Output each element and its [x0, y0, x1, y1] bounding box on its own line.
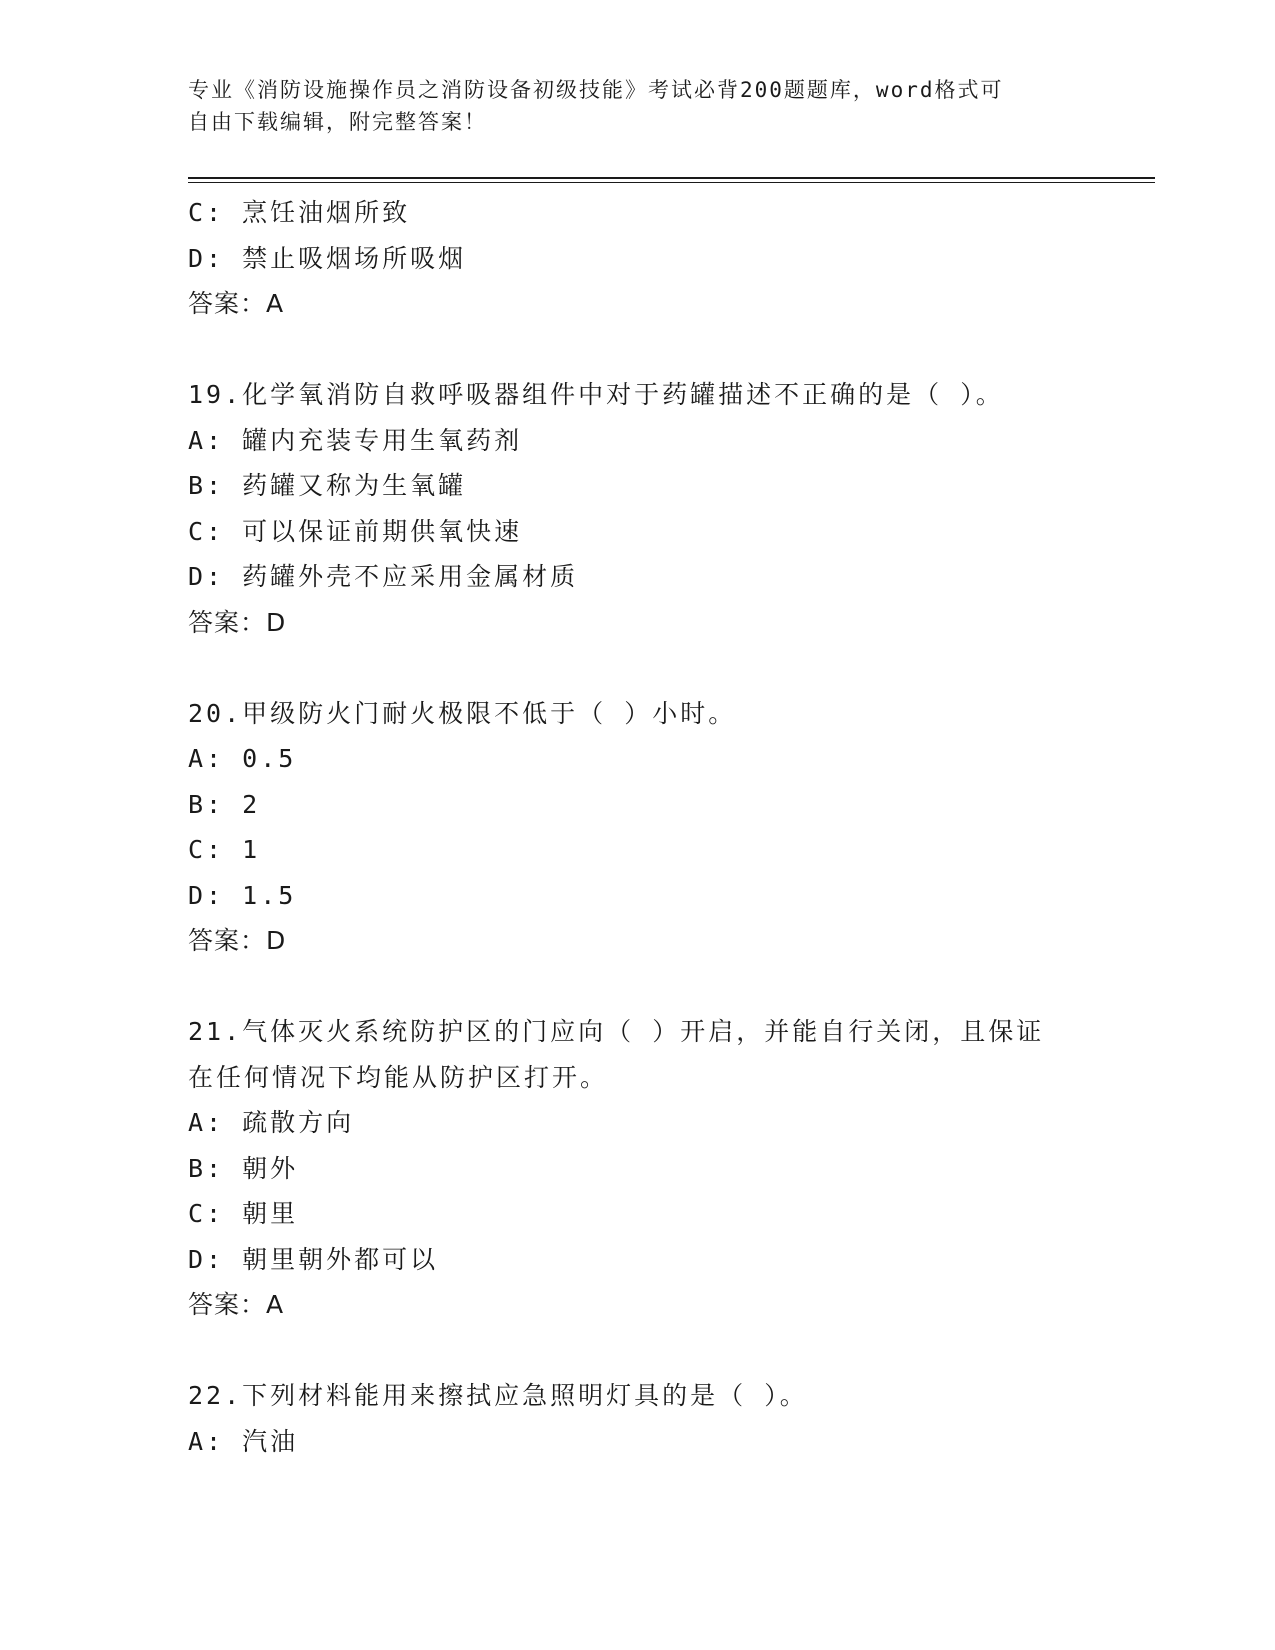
answer-line: 答案：A	[188, 1290, 285, 1319]
header-title-line-2: 自由下载编辑，附完整答案！	[188, 110, 487, 134]
question-text-line-1: 21.气体灭火系统防护区的门应向（ ）开启，并能自行关闭，且保证	[188, 1017, 1045, 1046]
option-c: C: 1	[188, 835, 261, 864]
question-text: 19.化学氧消防自救呼吸器组件中对于药罐描述不正确的是（ ）。	[188, 380, 1004, 409]
option-b: B: 朝外	[188, 1153, 299, 1183]
question-list	[188, 190, 1088, 1464]
answer-line: 答案：A	[188, 289, 285, 318]
option-b: B: 药罐又称为生氧罐	[188, 471, 467, 500]
answer-line: 答案：D	[188, 607, 287, 637]
question-block-22	[188, 1373, 1088, 1464]
spacer	[188, 1328, 1088, 1374]
option-d: D: 朝里朝外都可以	[188, 1244, 439, 1274]
option-d: D: 禁止吸烟场所吸烟	[188, 243, 467, 273]
spacer	[188, 327, 1088, 373]
question-text: 22.下列材料能用来擦拭应急照明灯具的是（ ）。	[188, 1381, 808, 1410]
question-text: 20.甲级防火门耐火极限不低于（ ）小时。	[188, 698, 737, 728]
option-d: D: 药罐外壳不应采用金属材质	[188, 562, 579, 591]
divider-thick-line	[188, 177, 1155, 179]
option-d: D: 1.5	[188, 880, 297, 910]
question-text-line-2: 在任何情况下均能从防护区打开。	[188, 1062, 609, 1092]
document-header	[188, 74, 1088, 138]
spacer	[188, 645, 1088, 691]
question-block-20	[188, 691, 1088, 964]
spacer	[188, 964, 1088, 1010]
header-divider	[188, 177, 1155, 183]
answer-line: 答案：D	[188, 926, 287, 955]
option-c: C: 烹饪油烟所致	[188, 198, 411, 227]
option-c: C: 朝里	[188, 1199, 299, 1228]
option-b: B: 2	[188, 789, 261, 819]
question-block-continued	[188, 190, 1088, 327]
option-a: A: 罐内充装专用生氧药剂	[188, 425, 523, 455]
option-c: C: 可以保证前期供氧快速	[188, 516, 523, 546]
option-a: A: 0.5	[188, 744, 297, 773]
question-block-21	[188, 1009, 1088, 1328]
option-a: A: 疏散方向	[188, 1108, 355, 1137]
question-block-19	[188, 372, 1088, 645]
header-title-line-1: 专业《消防设施操作员之消防设备初级技能》考试必背200题题库，word格式可	[188, 78, 1004, 102]
divider-thin-line	[188, 182, 1155, 183]
option-a: A: 汽油	[188, 1426, 299, 1456]
